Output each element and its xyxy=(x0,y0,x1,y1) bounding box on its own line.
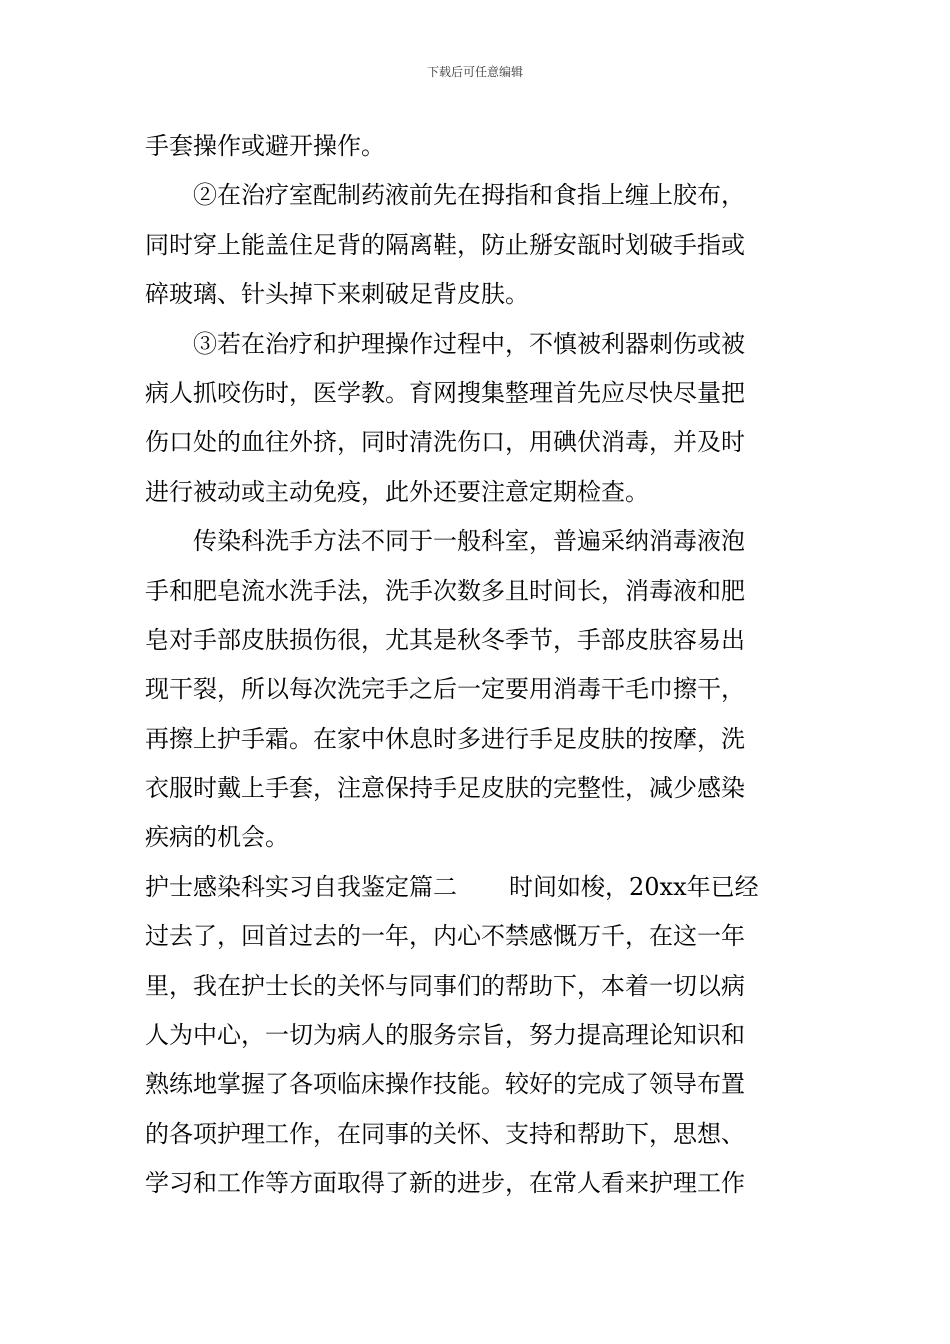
text-line: 学习和工作等方面取得了新的进步，在常人看来护理工作 xyxy=(145,1169,745,1198)
text-line: 传染科洗手方法不同于一般科室，普遍采纳消毒液泡 xyxy=(193,527,745,556)
text-line: 过去了，回首过去的一年，内心不禁感慨万千，在这一年 xyxy=(145,922,745,951)
section-heading-line xyxy=(145,863,810,912)
text-line: 伤口处的血往外挤，同时清洗伤口，用碘伏消毒，并及时 xyxy=(145,428,745,457)
text-line: 手套操作或避开操作。 xyxy=(145,132,385,160)
text-line: 碎玻璃、针头掉下来刺破足背皮肤。 xyxy=(145,280,529,309)
text-line: 皂对手部皮肤损伤很，尤其是秋冬季节，手部皮肤容易出 xyxy=(145,625,745,654)
text-line: 手和肥皂流水洗手法，洗手次数多且时间长，消毒液和肥 xyxy=(145,576,745,605)
section-first-line: 时间如梭，20xx年已经 xyxy=(509,872,759,901)
text-line: 病人抓咬伤时，医学教。育网搜集整理首先应尽快尽量把 xyxy=(145,378,745,407)
text-line: ③若在治疗和护理操作过程中，不慎被利器刺伤或被 xyxy=(193,329,745,358)
text-line: 现干裂，所以每次洗完手之后一定要用消毒干毛巾擦干， xyxy=(145,675,745,704)
document-body xyxy=(145,122,810,1209)
text-line: 疾病的机会。 xyxy=(145,823,289,852)
text-line: 的各项护理工作，在同事的关怀、支持和帮助下，思想、 xyxy=(145,1119,745,1148)
text-line: 熟练地掌握了各项临床操作技能。较好的完成了领导布置 xyxy=(145,1070,745,1099)
section-title: 护士感染科实习自我鉴定篇二 xyxy=(145,872,457,901)
text-line: 人为中心，一切为病人的服务宗旨，努力提高理论知识和 xyxy=(145,1021,745,1050)
text-line: 进行被动或主动免疫，此外还要注意定期检查。 xyxy=(145,477,649,506)
page-header: 下载后可任意编辑 xyxy=(426,65,523,79)
text-line: 里，我在护士长的关怀与同事们的帮助下，本着一切以病 xyxy=(145,971,745,1000)
text-line: ②在治疗室配制药液前先在拇指和食指上缠上胶布， xyxy=(193,181,745,210)
text-line: 再擦上护手霜。在家中休息时多进行手足皮肤的按摩，洗 xyxy=(145,724,745,753)
text-line: 同时穿上能盖住足背的隔离鞋，防止掰安瓿时划破手指或 xyxy=(145,230,745,259)
text-line: 衣服时戴上手套，注意保持手足皮肤的完整性，减少感染 xyxy=(145,774,745,803)
